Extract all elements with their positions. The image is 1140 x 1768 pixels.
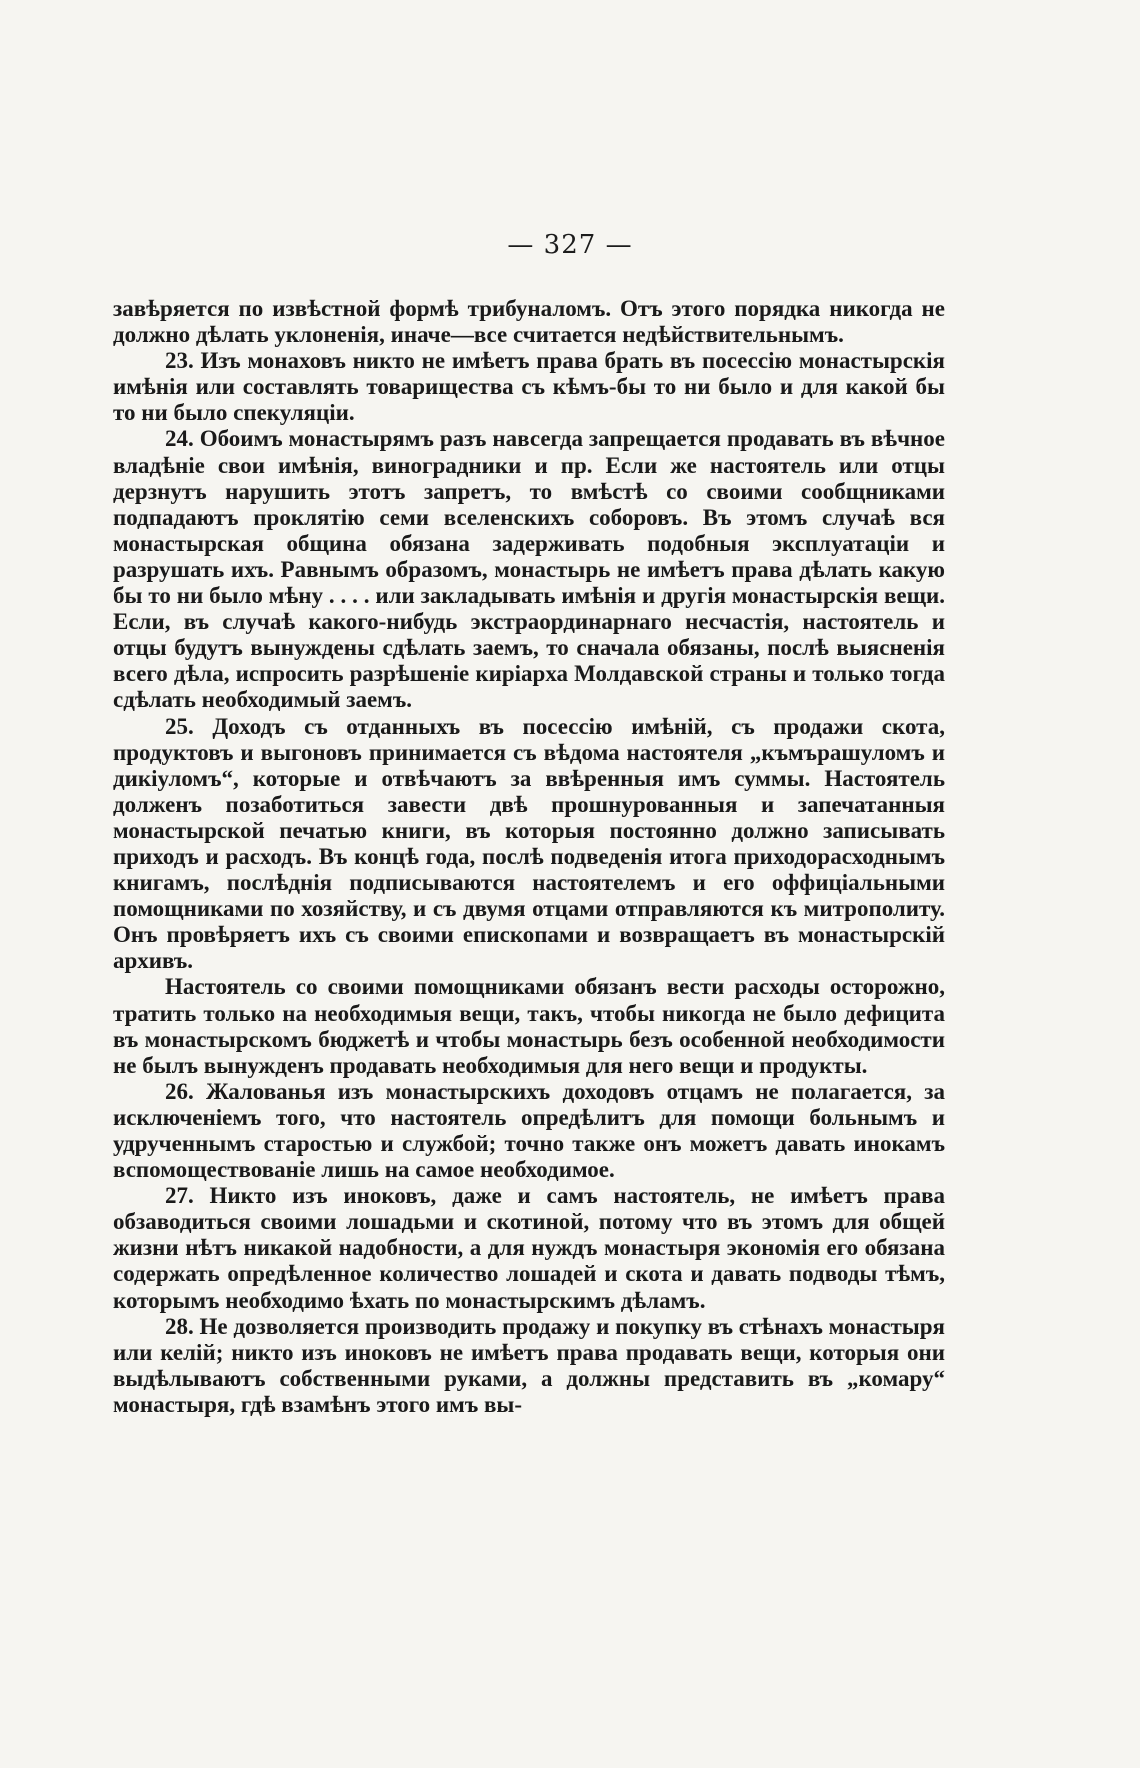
paragraph-article-24: 24. Обоимъ монастырямъ разъ навсегда запрещается продавать въ вѣчное владѣніе свои имѣнія, виноградники и пр. Если же настоятель или отцы дерзнутъ нарушить этотъ запретъ, то вмѣстѣ со своими сообщниками подпадаютъ проклятію семи вселенскихъ соборовъ. Въ этомъ случаѣ вся монастырская община обязана задерживать подобныя эксплуатаціи и разрушать ихъ. Равнымъ образомъ, монастырь не имѣетъ права дѣлать какую бы то ни было мѣну . . . . или закладывать имѣнія и другія монастырскія вещи. Если, въ случаѣ какого-нибудь экстраординарнаго несчастія, настоятель и отцы будутъ вынуждены сдѣлать заемъ, то сначала обязаны, послѣ выясненія всего дѣла, испросить разрѣшеніе киріарха Молдавской страны и только тогда сдѣлать необходимый заемъ. <box>113 426 945 713</box>
paragraph-article-25: 25. Доходъ съ отданныхъ въ посессію имѣній, съ продажи скота, продуктовъ и выгоновъ принимается съ вѣдома настоятеля „къмърашуломъ и дикіуломъ“, которые и отвѣчаютъ за ввѣренныя имъ суммы. Настоятель долженъ позаботиться завести двѣ прошнурованныя и запечатанныя монастырской печатью книги, въ которыя постоянно должно записывать приходъ и расходъ. Въ концѣ года, послѣ подведенія итога приходорасходнымъ книгамъ, послѣднія подписываются настоятелемъ и его оффиціальными помощниками по хозяйству, и съ двумя отцами отправляются къ митрополиту. Онъ провѣряетъ ихъ съ своими епископами и возвращаетъ въ монастырскій архивъ. <box>113 713 945 974</box>
paragraph-article-26: 26. Жалованья изъ монастырскихъ доходовъ отцамъ не полагается, за исключеніемъ того, что настоятель опредѣлитъ для помощи больнымъ и удрученнымъ старостью и службой; точно также онъ можетъ давать инокамъ вспомоществованіе лишь на самое необходимое. <box>113 1078 945 1183</box>
paragraph-article-25-cont: Настоятель со своими помощниками обязанъ вести расходы осторожно, тратить только на необходимыя вещи, такъ, чтобы никогда не было дефицита въ монастырскомъ бюджетѣ и чтобы монастырь безъ особенной необходимости не былъ вынужденъ продавать необходимыя для него вещи и продукты. <box>113 974 945 1078</box>
paragraph-article-23: 23. Изъ монаховъ никто не имѣетъ права брать въ посессію монастырскія имѣнія или составлять товарищества съ кѣмъ-бы то ни было и для какой бы то ни было спекуляціи. <box>113 348 945 426</box>
page-number: — 327 — <box>507 230 633 260</box>
paragraph-article-28: 28. Не дозволяется производить продажу и покупку въ стѣнахъ монастыря или келій; никто изъ иноковъ не имѣетъ права продавать вещи, которыя они выдѣлываютъ собственными руками, а должны представить въ „комару“ монастыря, гдѣ взамѣнъ этого имъ вы- <box>113 1313 945 1417</box>
body-text <box>113 296 945 1418</box>
paragraph-continuation: завѣряется по извѣстной формѣ трибуналомъ. Отъ этого порядка никогда не должно дѣлать уклоненія, иначе—все считается недѣйствительнымъ. <box>113 296 945 348</box>
paragraph-article-27: 27. Никто изъ иноковъ, даже и самъ настоятель, не имѣетъ права обзаводиться своими лошадьми и скотиной, потому что въ этомъ для общей жизни нѣтъ никакой надобности, а для нуждъ монастыря экономія его обязана содержать опредѣленное количество лошадей и скота и давать подводы тѣмъ, которымъ необходимо ѣхать по монастырскимъ дѣламъ. <box>113 1183 945 1313</box>
